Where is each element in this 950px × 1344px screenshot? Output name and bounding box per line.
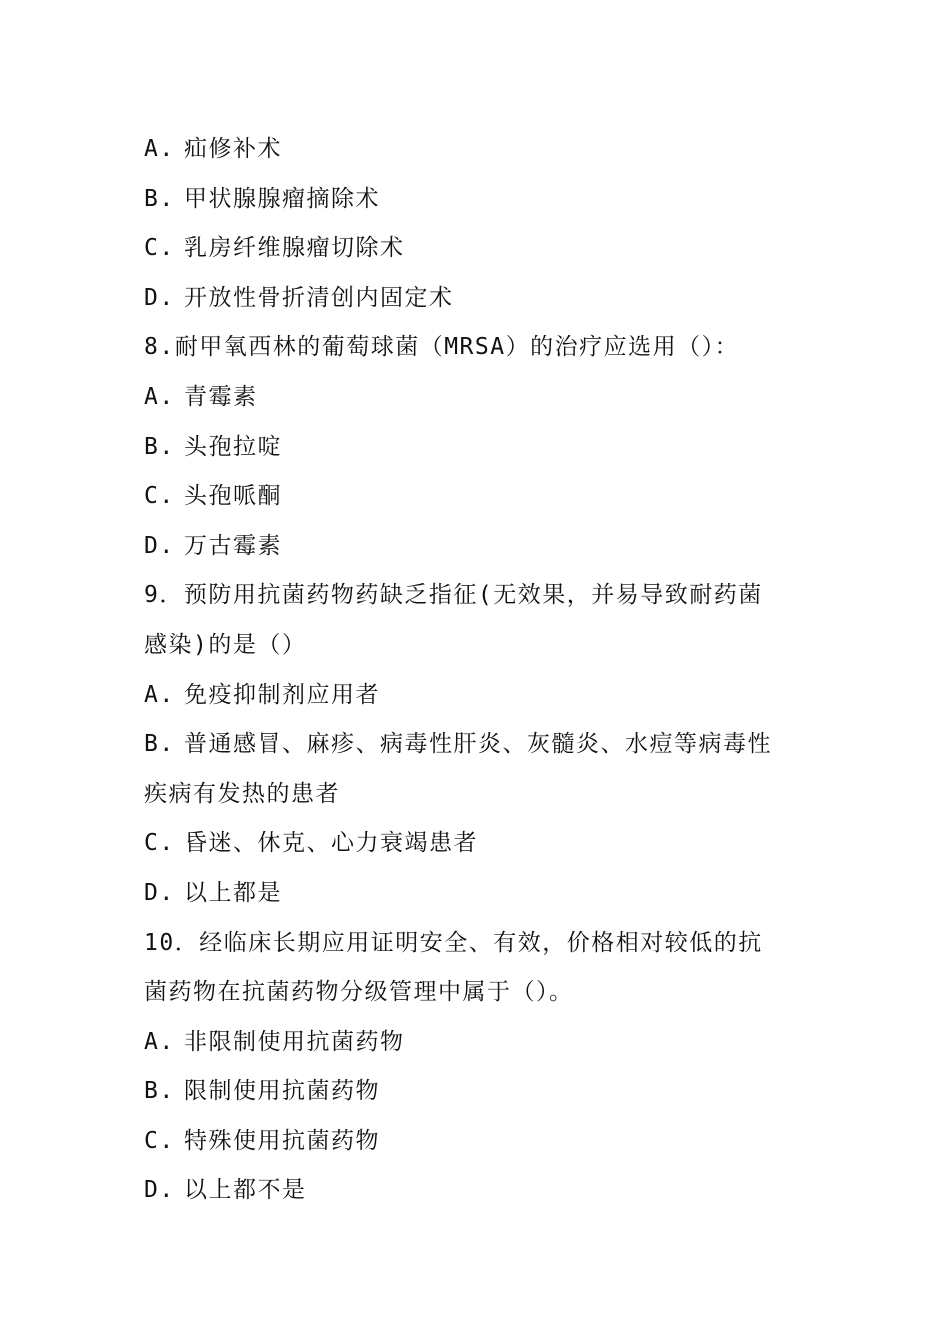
option-letter: B. [144,433,175,460]
question-text: 感染)的是（） [144,631,307,658]
option-text: 万古霉素 [184,532,282,559]
option-item [144,869,814,919]
option-letter: B. [144,1078,175,1105]
question-stem [144,323,814,373]
option-text: 非限制使用抗菌药物 [184,1028,405,1055]
option-text: 昏迷、休克、心力衰竭患者 [184,830,478,857]
option-item [144,522,814,572]
option-item [144,671,814,721]
question-text: 8.耐甲氧西林的葡萄球菌（MRSA）的治疗应选用（）： [144,334,740,361]
option-text: 青霉素 [184,383,258,410]
option-text: 疾病有发热的患者 [144,780,340,807]
option-item [144,274,814,324]
option-letter: A. [144,681,175,708]
option-text: 甲状腺腺瘤摘除术 [184,185,380,212]
question-stem-continued [144,621,814,671]
option-letter: A. [144,136,175,162]
option-text: 普通感冒、麻疹、病毒性肝炎、灰髓炎、水痘等病毒性 [184,731,772,758]
option-text: 疝修补术 [184,136,282,162]
option-letter: B. [144,185,175,212]
option-letter: D. [144,284,175,311]
option-text-continued [144,770,814,820]
option-letter: C. [144,830,175,857]
option-text: 头孢哌酮 [184,483,282,510]
option-text: 特殊使用抗菌药物 [184,1127,380,1154]
question-block [144,571,814,918]
option-item [144,175,814,225]
option-item [144,423,814,473]
question-block [144,323,814,571]
option-letter: D. [144,532,175,559]
option-item [144,1166,814,1216]
option-letter: A. [144,1028,175,1055]
option-item [144,472,814,522]
option-letter: B. [144,731,175,758]
option-letter: C. [144,483,175,510]
option-item [144,819,814,869]
option-text: 乳房纤维腺瘤切除术 [184,235,405,262]
option-letter: D. [144,1177,175,1204]
option-text: 开放性骨折清创内固定术 [184,284,454,311]
option-letter: C. [144,1127,175,1154]
option-item [144,720,814,770]
option-item [144,1067,814,1117]
option-letter: D. [144,879,175,906]
question-stem [144,571,814,621]
question-stem [144,919,814,969]
option-text: 以上都不是 [184,1177,307,1204]
question-text: 9．预防用抗菌药物药缺乏指征(无效果，并易导致耐药菌 [144,582,763,609]
option-letter: C. [144,235,175,262]
option-item [144,373,814,423]
question-text: 10．经临床长期应用证明安全、有效，价格相对较低的抗 [144,929,763,956]
option-text: 免疫抑制剂应用者 [184,681,380,708]
option-item [144,125,814,175]
option-text: 以上都是 [184,879,282,906]
option-letter: A. [144,383,175,410]
option-item [144,1117,814,1167]
question-block [144,919,814,1217]
option-list [144,125,814,323]
question-text: 菌药物在抗菌药物分级管理中属于（）。 [144,979,574,1006]
document-body [144,125,814,1216]
option-text: 限制使用抗菌药物 [184,1078,380,1105]
question-stem-continued [144,968,814,1018]
option-text: 头孢拉啶 [184,433,282,460]
option-item [144,224,814,274]
option-item [144,1018,814,1068]
